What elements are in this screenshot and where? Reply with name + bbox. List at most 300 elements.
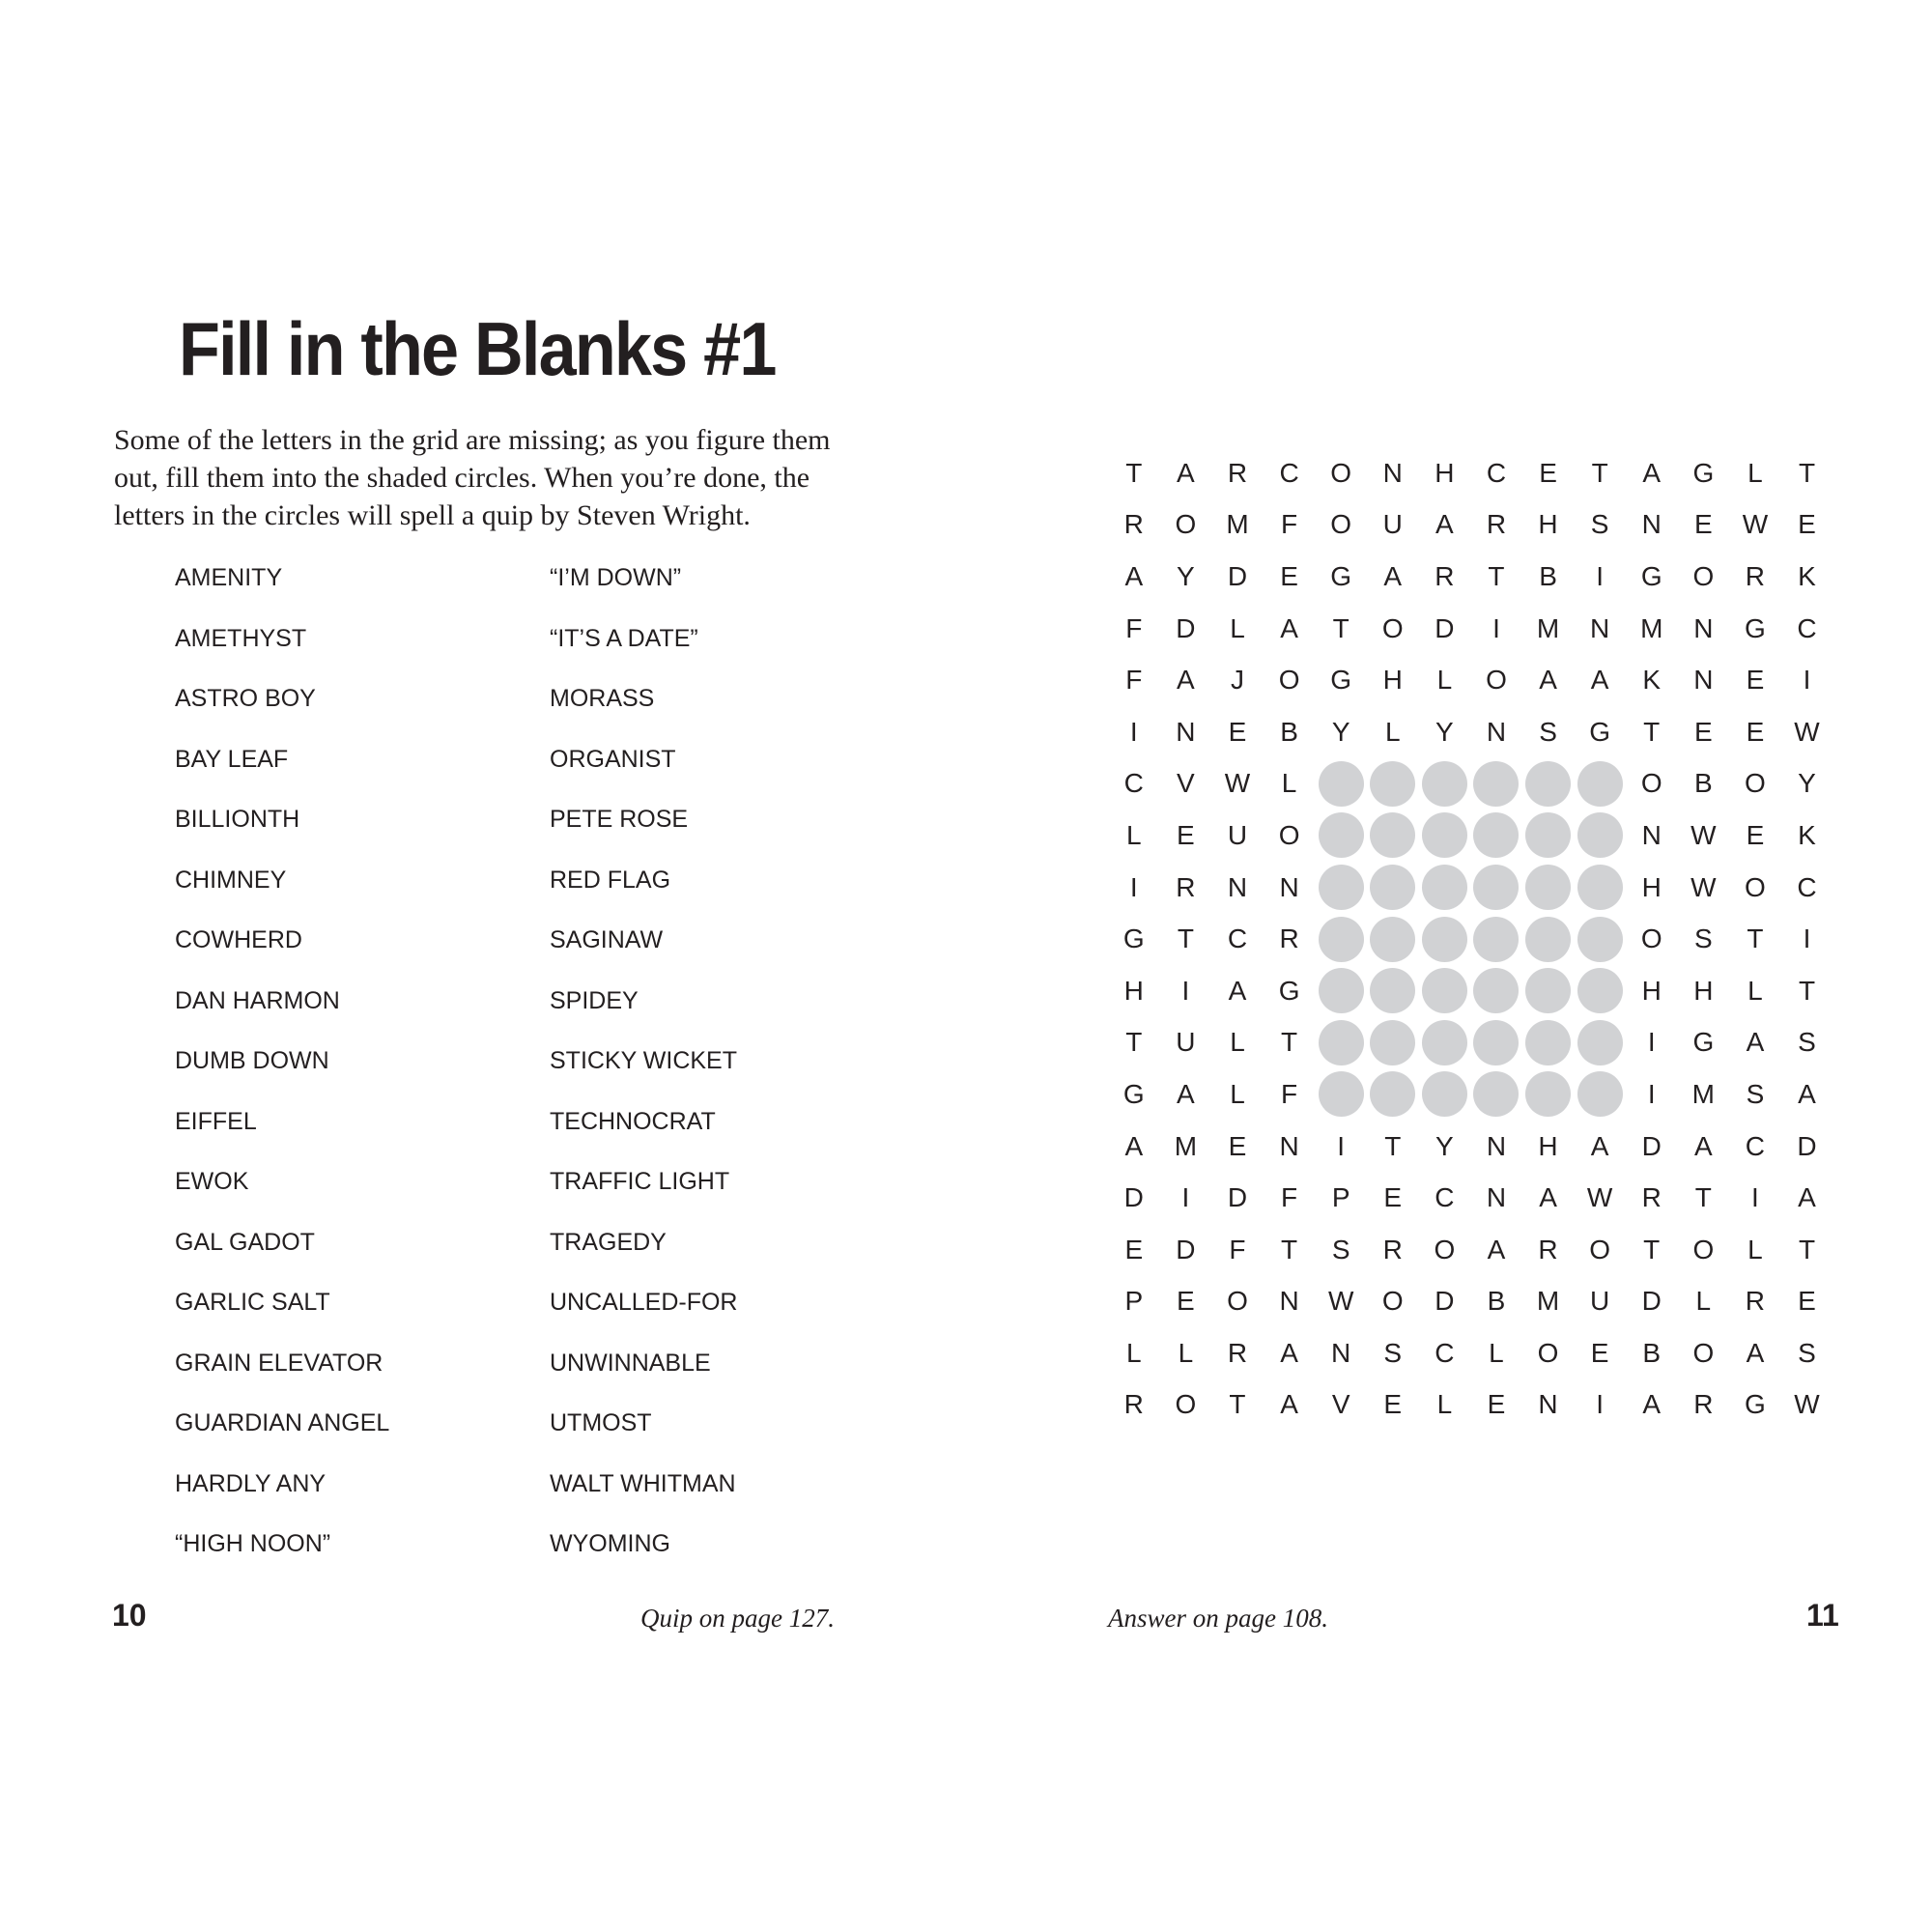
grid-letter: O — [1745, 871, 1766, 902]
word-list-item: TRAGEDY — [550, 1228, 667, 1256]
grid-letter: R — [1227, 1337, 1248, 1368]
word-list-item: GAL GADOT — [175, 1228, 315, 1256]
shaded-circle[interactable] — [1525, 968, 1571, 1013]
grid-letter: E — [1383, 1389, 1403, 1420]
shaded-circle[interactable] — [1370, 812, 1415, 858]
grid-letter: T — [1798, 457, 1816, 488]
grid-letter: L — [1126, 819, 1142, 850]
grid-letter: N — [1693, 612, 1714, 643]
blank-cell — [1574, 810, 1626, 862]
grid-letter: O — [1175, 1389, 1197, 1420]
blank-cell — [1315, 965, 1367, 1017]
grid-letter: I — [1803, 923, 1811, 954]
blank-cell — [1367, 758, 1419, 810]
grid-letter: N — [1641, 819, 1662, 850]
grid-letter: I — [1181, 975, 1190, 1006]
shaded-circle[interactable] — [1473, 812, 1519, 858]
grid-letter: Y — [1177, 560, 1195, 591]
grid-letter: C — [1123, 768, 1144, 799]
grid-letter: C — [1797, 612, 1817, 643]
grid-letter: N — [1176, 716, 1196, 747]
grid-letter: M — [1226, 509, 1249, 540]
grid-letter: I — [1129, 871, 1138, 902]
grid-letter: E — [1177, 1286, 1195, 1317]
blank-cell — [1315, 1017, 1367, 1069]
grid-letter: L — [1695, 1286, 1712, 1317]
grid-letter: E — [1746, 665, 1765, 696]
grid-letter: J — [1230, 665, 1244, 696]
word-list-item: AMENITY — [175, 564, 283, 591]
shaded-circle[interactable] — [1473, 917, 1519, 962]
blank-cell — [1522, 810, 1575, 862]
grid-letter: E — [1746, 716, 1765, 747]
grid-letter: S — [1383, 1337, 1403, 1368]
shaded-circle[interactable] — [1577, 917, 1623, 962]
shaded-circle[interactable] — [1422, 968, 1467, 1013]
grid-letter: W — [1690, 819, 1717, 850]
grid-letter: F — [1125, 665, 1143, 696]
shaded-circle[interactable] — [1319, 917, 1364, 962]
grid-letter: O — [1692, 1337, 1715, 1368]
word-list-item: CHIMNEY — [175, 866, 287, 894]
page-number-left: 10 — [112, 1598, 147, 1633]
grid-letter: A — [1798, 1182, 1816, 1213]
grid-letter: H — [1538, 509, 1558, 540]
word-list-item: EIFFEL — [175, 1107, 257, 1135]
grid-letter: W — [1794, 1389, 1820, 1420]
grid-letter: S — [1798, 1337, 1816, 1368]
grid-letter: T — [1125, 457, 1143, 488]
grid-letter: H — [1641, 975, 1662, 1006]
word-list-item: AMETHYST — [175, 624, 307, 652]
grid-letter: R — [1227, 457, 1248, 488]
grid-letter: T — [1798, 975, 1816, 1006]
page-number-right: 11 — [1806, 1598, 1839, 1633]
grid-letter: S — [1590, 509, 1609, 540]
grid-letter: P — [1124, 1286, 1144, 1317]
grid-letter: N — [1279, 871, 1299, 902]
grid-letter: U — [1227, 819, 1248, 850]
grid-letter: D — [1227, 1182, 1248, 1213]
grid-letter: M — [1536, 612, 1560, 643]
grid-letter: O — [1640, 768, 1662, 799]
grid-letter: G — [1122, 923, 1145, 954]
word-list-item: UNCALLED-FOR — [550, 1289, 738, 1316]
letter-grid — [1108, 447, 1833, 1431]
blank-cell — [1574, 862, 1626, 914]
grid-letter: I — [1596, 1389, 1605, 1420]
shaded-circle[interactable] — [1370, 1071, 1415, 1117]
grid-letter: O — [1175, 509, 1197, 540]
grid-letter: T — [1125, 1027, 1143, 1058]
blank-cell — [1367, 810, 1419, 862]
grid-letter: L — [1489, 1337, 1504, 1368]
grid-letter: A — [1746, 1027, 1765, 1058]
grid-letter: N — [1486, 716, 1507, 747]
grid-letter: A — [1228, 975, 1247, 1006]
shaded-circle[interactable] — [1577, 761, 1623, 807]
shaded-circle[interactable] — [1473, 1071, 1519, 1117]
grid-letter: W — [1690, 871, 1717, 902]
blank-cell — [1315, 810, 1367, 862]
word-list-item: BAY LEAF — [175, 745, 289, 773]
grid-letter: A — [1539, 665, 1557, 696]
grid-letter: F — [1125, 612, 1143, 643]
blank-cell — [1574, 913, 1626, 965]
shaded-circle[interactable] — [1577, 865, 1623, 910]
grid-letter: T — [1643, 716, 1661, 747]
grid-letter: O — [1692, 1234, 1715, 1264]
shaded-circle[interactable] — [1370, 865, 1415, 910]
grid-letter: M — [1640, 612, 1663, 643]
shaded-circle[interactable] — [1577, 812, 1623, 858]
grid-letter: O — [1745, 768, 1766, 799]
grid-letter: E — [1280, 560, 1298, 591]
grid-letter: E — [1177, 819, 1195, 850]
grid-letter: C — [1435, 1337, 1455, 1368]
blank-cell — [1315, 758, 1367, 810]
grid-letter: A — [1435, 509, 1454, 540]
word-list-item: EWOK — [175, 1168, 249, 1195]
grid-letter: L — [1747, 975, 1763, 1006]
word-list-item: SAGINAW — [550, 926, 664, 953]
grid-letter: I — [1647, 1078, 1656, 1109]
grid-letter: R — [1123, 509, 1144, 540]
grid-letter: Y — [1798, 768, 1816, 799]
blank-cell — [1574, 1068, 1626, 1121]
shaded-circle[interactable] — [1422, 917, 1467, 962]
grid-letter: D — [1123, 1182, 1144, 1213]
word-list-item: HARDLY ANY — [175, 1469, 327, 1497]
grid-letter: O — [1381, 1286, 1404, 1317]
grid-letter: R — [1745, 1286, 1766, 1317]
grid-letter: O — [1640, 923, 1662, 954]
grid-letter: H — [1538, 1130, 1558, 1161]
word-list-item: WALT WHITMAN — [550, 1469, 736, 1497]
grid-letter: O — [1381, 612, 1404, 643]
grid-letter: L — [1178, 1337, 1194, 1368]
grid-letter: N — [1641, 509, 1662, 540]
grid-letter: N — [1486, 1130, 1507, 1161]
word-list-item: GUARDIAN ANGEL — [175, 1409, 390, 1436]
word-list-item: ASTRO BOY — [175, 685, 316, 712]
blank-cell — [1367, 1068, 1419, 1121]
grid-letter: G — [1745, 612, 1766, 643]
shaded-circle[interactable] — [1525, 1020, 1571, 1065]
word-list-item: DUMB DOWN — [175, 1047, 329, 1074]
word-list-left — [175, 563, 389, 1590]
grid-letter: E — [1383, 1182, 1403, 1213]
grid-letter: I — [1751, 1182, 1759, 1213]
grid-letter: A — [1383, 560, 1403, 591]
grid-letter: R — [1745, 560, 1766, 591]
quip-note: Quip on page 127. — [640, 1604, 835, 1633]
shaded-circle[interactable] — [1319, 968, 1364, 1013]
grid-letter: E — [1693, 509, 1713, 540]
shaded-circle[interactable] — [1577, 1071, 1623, 1117]
answer-note: Answer on page 108. — [1108, 1604, 1328, 1633]
grid-letter: W — [1586, 1182, 1613, 1213]
shaded-circle[interactable] — [1525, 917, 1571, 962]
grid-letter: S — [1331, 1234, 1350, 1264]
blank-cell — [1574, 758, 1626, 810]
shaded-circle[interactable] — [1370, 761, 1415, 807]
shaded-circle[interactable] — [1319, 1020, 1364, 1065]
grid-letter: A — [1590, 1130, 1609, 1161]
shaded-circle[interactable] — [1319, 1071, 1364, 1117]
word-list-item: GRAIN ELEVATOR — [175, 1349, 384, 1377]
blank-cell — [1419, 758, 1471, 810]
grid-letter: G — [1330, 560, 1352, 591]
shaded-circle[interactable] — [1473, 865, 1519, 910]
grid-letter: R — [1176, 871, 1196, 902]
grid-letter: N — [1279, 1130, 1299, 1161]
grid-letter: O — [1278, 665, 1300, 696]
shaded-circle[interactable] — [1422, 865, 1467, 910]
blank-cell — [1315, 1068, 1367, 1121]
blank-cell — [1419, 913, 1471, 965]
grid-letter: N — [1279, 1286, 1299, 1317]
grid-letter: C — [1745, 1130, 1766, 1161]
grid-letter: E — [1746, 819, 1765, 850]
grid-letter: Y — [1435, 1130, 1454, 1161]
grid-letter: C — [1797, 871, 1817, 902]
grid-letter: L — [1747, 457, 1763, 488]
grid-letter: S — [1746, 1078, 1765, 1109]
blank-cell — [1470, 1017, 1522, 1069]
grid-letter: I — [1492, 612, 1500, 643]
grid-letter: U — [1382, 509, 1403, 540]
grid-letter: E — [1228, 716, 1247, 747]
grid-letter: E — [1228, 1130, 1247, 1161]
grid-letter: C — [1227, 923, 1248, 954]
blank-cell — [1367, 1017, 1419, 1069]
grid-letter: E — [1693, 716, 1713, 747]
blank-cell — [1470, 758, 1522, 810]
grid-letter: M — [1691, 1078, 1715, 1109]
shaded-circle[interactable] — [1422, 761, 1467, 807]
grid-letter: W — [1794, 716, 1820, 747]
grid-letter: B — [1642, 1337, 1662, 1368]
grid-letter: L — [1230, 612, 1245, 643]
word-list-item: RED FLAG — [550, 866, 671, 894]
grid-letter: C — [1279, 457, 1299, 488]
grid-letter: D — [1641, 1130, 1662, 1161]
blank-cell — [1470, 965, 1522, 1017]
grid-letter: T — [1384, 1130, 1402, 1161]
blank-cell — [1574, 965, 1626, 1017]
grid-letter: C — [1435, 1182, 1455, 1213]
grid-letter: I — [1337, 1130, 1346, 1161]
grid-letter: H — [1382, 665, 1403, 696]
grid-letter: A — [1798, 1078, 1816, 1109]
grid-letter: R — [1279, 923, 1299, 954]
grid-letter: I — [1647, 1027, 1656, 1058]
grid-letter: N — [1486, 1182, 1507, 1213]
grid-letter: C — [1486, 457, 1507, 488]
grid-letter: A — [1280, 1389, 1298, 1420]
grid-letter: I — [1181, 1182, 1190, 1213]
grid-letter: B — [1539, 560, 1557, 591]
grid-letter: N — [1538, 1389, 1558, 1420]
grid-letter: W — [1327, 1286, 1354, 1317]
puzzle-title: Fill in the Blanks #1 — [179, 306, 776, 391]
grid-letter: U — [1176, 1027, 1196, 1058]
grid-letter: L — [1230, 1027, 1245, 1058]
grid-letter: T — [1281, 1234, 1298, 1264]
grid-letter: D — [1227, 560, 1248, 591]
grid-letter: L — [1281, 768, 1297, 799]
grid-letter: R — [1435, 560, 1455, 591]
grid-letter: A — [1746, 1337, 1765, 1368]
grid-letter: K — [1642, 665, 1662, 696]
grid-letter: G — [1122, 1078, 1145, 1109]
grid-letter: T — [1798, 1234, 1816, 1264]
grid-letter: R — [1486, 509, 1507, 540]
word-list-item: MORASS — [550, 685, 655, 712]
blank-cell — [1419, 965, 1471, 1017]
grid-letter: G — [1640, 560, 1662, 591]
grid-letter: T — [1332, 612, 1350, 643]
shaded-circle[interactable] — [1525, 865, 1571, 910]
word-list-item: PETE ROSE — [550, 806, 689, 833]
instructions: Some of the letters in the grid are missing; as you figure them out, fill them into the shaded circles. When you’re done, the letters in the circles will spell a quip by Steven Wright. — [114, 424, 831, 531]
grid-letter: T — [1281, 1027, 1298, 1058]
word-list-item: “HIGH NOON” — [175, 1530, 331, 1557]
grid-letter: H — [1435, 457, 1455, 488]
grid-letter: L — [1436, 665, 1453, 696]
grid-letter: N — [1693, 665, 1714, 696]
blank-cell — [1419, 810, 1471, 862]
grid-letter: G — [1330, 665, 1352, 696]
grid-letter: D — [1435, 612, 1455, 643]
shaded-circle[interactable] — [1370, 1020, 1415, 1065]
grid-letter: H — [1693, 975, 1714, 1006]
shaded-circle[interactable] — [1525, 761, 1571, 807]
shaded-circle[interactable] — [1473, 1020, 1519, 1065]
grid-letter: G — [1278, 975, 1300, 1006]
grid-letter: A — [1177, 665, 1195, 696]
grid-letter: A — [1280, 1337, 1298, 1368]
grid-letter: B — [1693, 768, 1713, 799]
grid-letter: K — [1798, 819, 1816, 850]
grid-letter: A — [1590, 665, 1609, 696]
blank-cell — [1522, 1017, 1575, 1069]
shaded-circle[interactable] — [1370, 968, 1415, 1013]
word-list-item: “I’M DOWN” — [550, 564, 682, 591]
grid-letter: D — [1435, 1286, 1455, 1317]
blank-cell — [1522, 913, 1575, 965]
word-list-item: COWHERD — [175, 926, 302, 953]
grid-letter: L — [1747, 1234, 1763, 1264]
shaded-circle[interactable] — [1577, 1020, 1623, 1065]
grid-letter: E — [1798, 509, 1816, 540]
grid-letter: K — [1798, 560, 1816, 591]
shaded-circle[interactable] — [1525, 812, 1571, 858]
grid-letter: D — [1641, 1286, 1662, 1317]
grid-letter: Y — [1331, 716, 1350, 747]
grid-letter: N — [1331, 1337, 1351, 1368]
word-list-item: UTMOST — [550, 1409, 652, 1436]
grid-letter: D — [1797, 1130, 1817, 1161]
shaded-circle[interactable] — [1319, 761, 1364, 807]
grid-letter: N — [1227, 871, 1248, 902]
grid-letter: O — [1537, 1337, 1559, 1368]
grid-letter: O — [1434, 1234, 1456, 1264]
grid-letter: R — [1641, 1182, 1662, 1213]
blank-cell — [1522, 1068, 1575, 1121]
grid-letter: L — [1384, 716, 1401, 747]
grid-letter: V — [1331, 1389, 1350, 1420]
grid-letter: O — [1589, 1234, 1611, 1264]
grid-letter: A — [1177, 457, 1195, 488]
grid-letter: F — [1281, 509, 1298, 540]
grid-letter: I — [1129, 716, 1138, 747]
word-list-item: DAN HARMON — [175, 986, 340, 1014]
word-list-item: TRAFFIC LIGHT — [550, 1168, 730, 1195]
grid-letter: M — [1174, 1130, 1198, 1161]
shaded-circle[interactable] — [1473, 761, 1519, 807]
grid-letter: S — [1798, 1027, 1816, 1058]
shaded-circle[interactable] — [1525, 1071, 1571, 1117]
word-list-item: STICKY WICKET — [550, 1047, 738, 1074]
grid-letter: E — [1798, 1286, 1816, 1317]
grid-letter: Y — [1435, 716, 1454, 747]
grid-letter: F — [1281, 1078, 1298, 1109]
shaded-circle[interactable] — [1422, 812, 1467, 858]
blank-cell — [1522, 965, 1575, 1017]
shaded-circle[interactable] — [1422, 1071, 1467, 1117]
grid-letter: T — [1488, 560, 1505, 591]
shaded-circle[interactable] — [1319, 865, 1364, 910]
blank-cell — [1470, 862, 1522, 914]
grid-letter: N — [1590, 612, 1610, 643]
blank-cell — [1522, 862, 1575, 914]
grid-letter: V — [1177, 768, 1195, 799]
grid-letter: G — [1692, 1027, 1715, 1058]
word-list-item: UNWINNABLE — [550, 1349, 711, 1377]
shaded-circle[interactable] — [1370, 917, 1415, 962]
grid-letter: T — [1591, 457, 1608, 488]
shaded-circle[interactable] — [1577, 968, 1623, 1013]
grid-letter: T — [1747, 923, 1764, 954]
shaded-circle[interactable] — [1473, 968, 1519, 1013]
blank-cell — [1315, 862, 1367, 914]
shaded-circle[interactable] — [1319, 812, 1364, 858]
grid-letter: T — [1229, 1389, 1246, 1420]
grid-letter: O — [1486, 665, 1507, 696]
grid-letter: A — [1642, 1389, 1662, 1420]
blank-cell — [1522, 758, 1575, 810]
word-list-item: BILLIONTH — [175, 806, 300, 833]
grid-letter: U — [1590, 1286, 1610, 1317]
grid-letter: A — [1280, 612, 1298, 643]
grid-letter: A — [1642, 457, 1662, 488]
grid-letter: G — [1589, 716, 1611, 747]
grid-letter: H — [1123, 975, 1144, 1006]
grid-letter: A — [1487, 1234, 1506, 1264]
shaded-circle[interactable] — [1422, 1020, 1467, 1065]
word-list-item: “IT’S A DATE” — [550, 624, 698, 652]
word-list-item: SPIDEY — [550, 986, 639, 1014]
word-list-item: WYOMING — [550, 1530, 670, 1557]
word-list-right — [550, 563, 737, 1590]
grid-letter: O — [1330, 457, 1352, 488]
grid-letter: L — [1126, 1337, 1142, 1368]
grid-letter: E — [1124, 1234, 1144, 1264]
blank-cell — [1470, 810, 1522, 862]
grid-letter: W — [1224, 768, 1251, 799]
